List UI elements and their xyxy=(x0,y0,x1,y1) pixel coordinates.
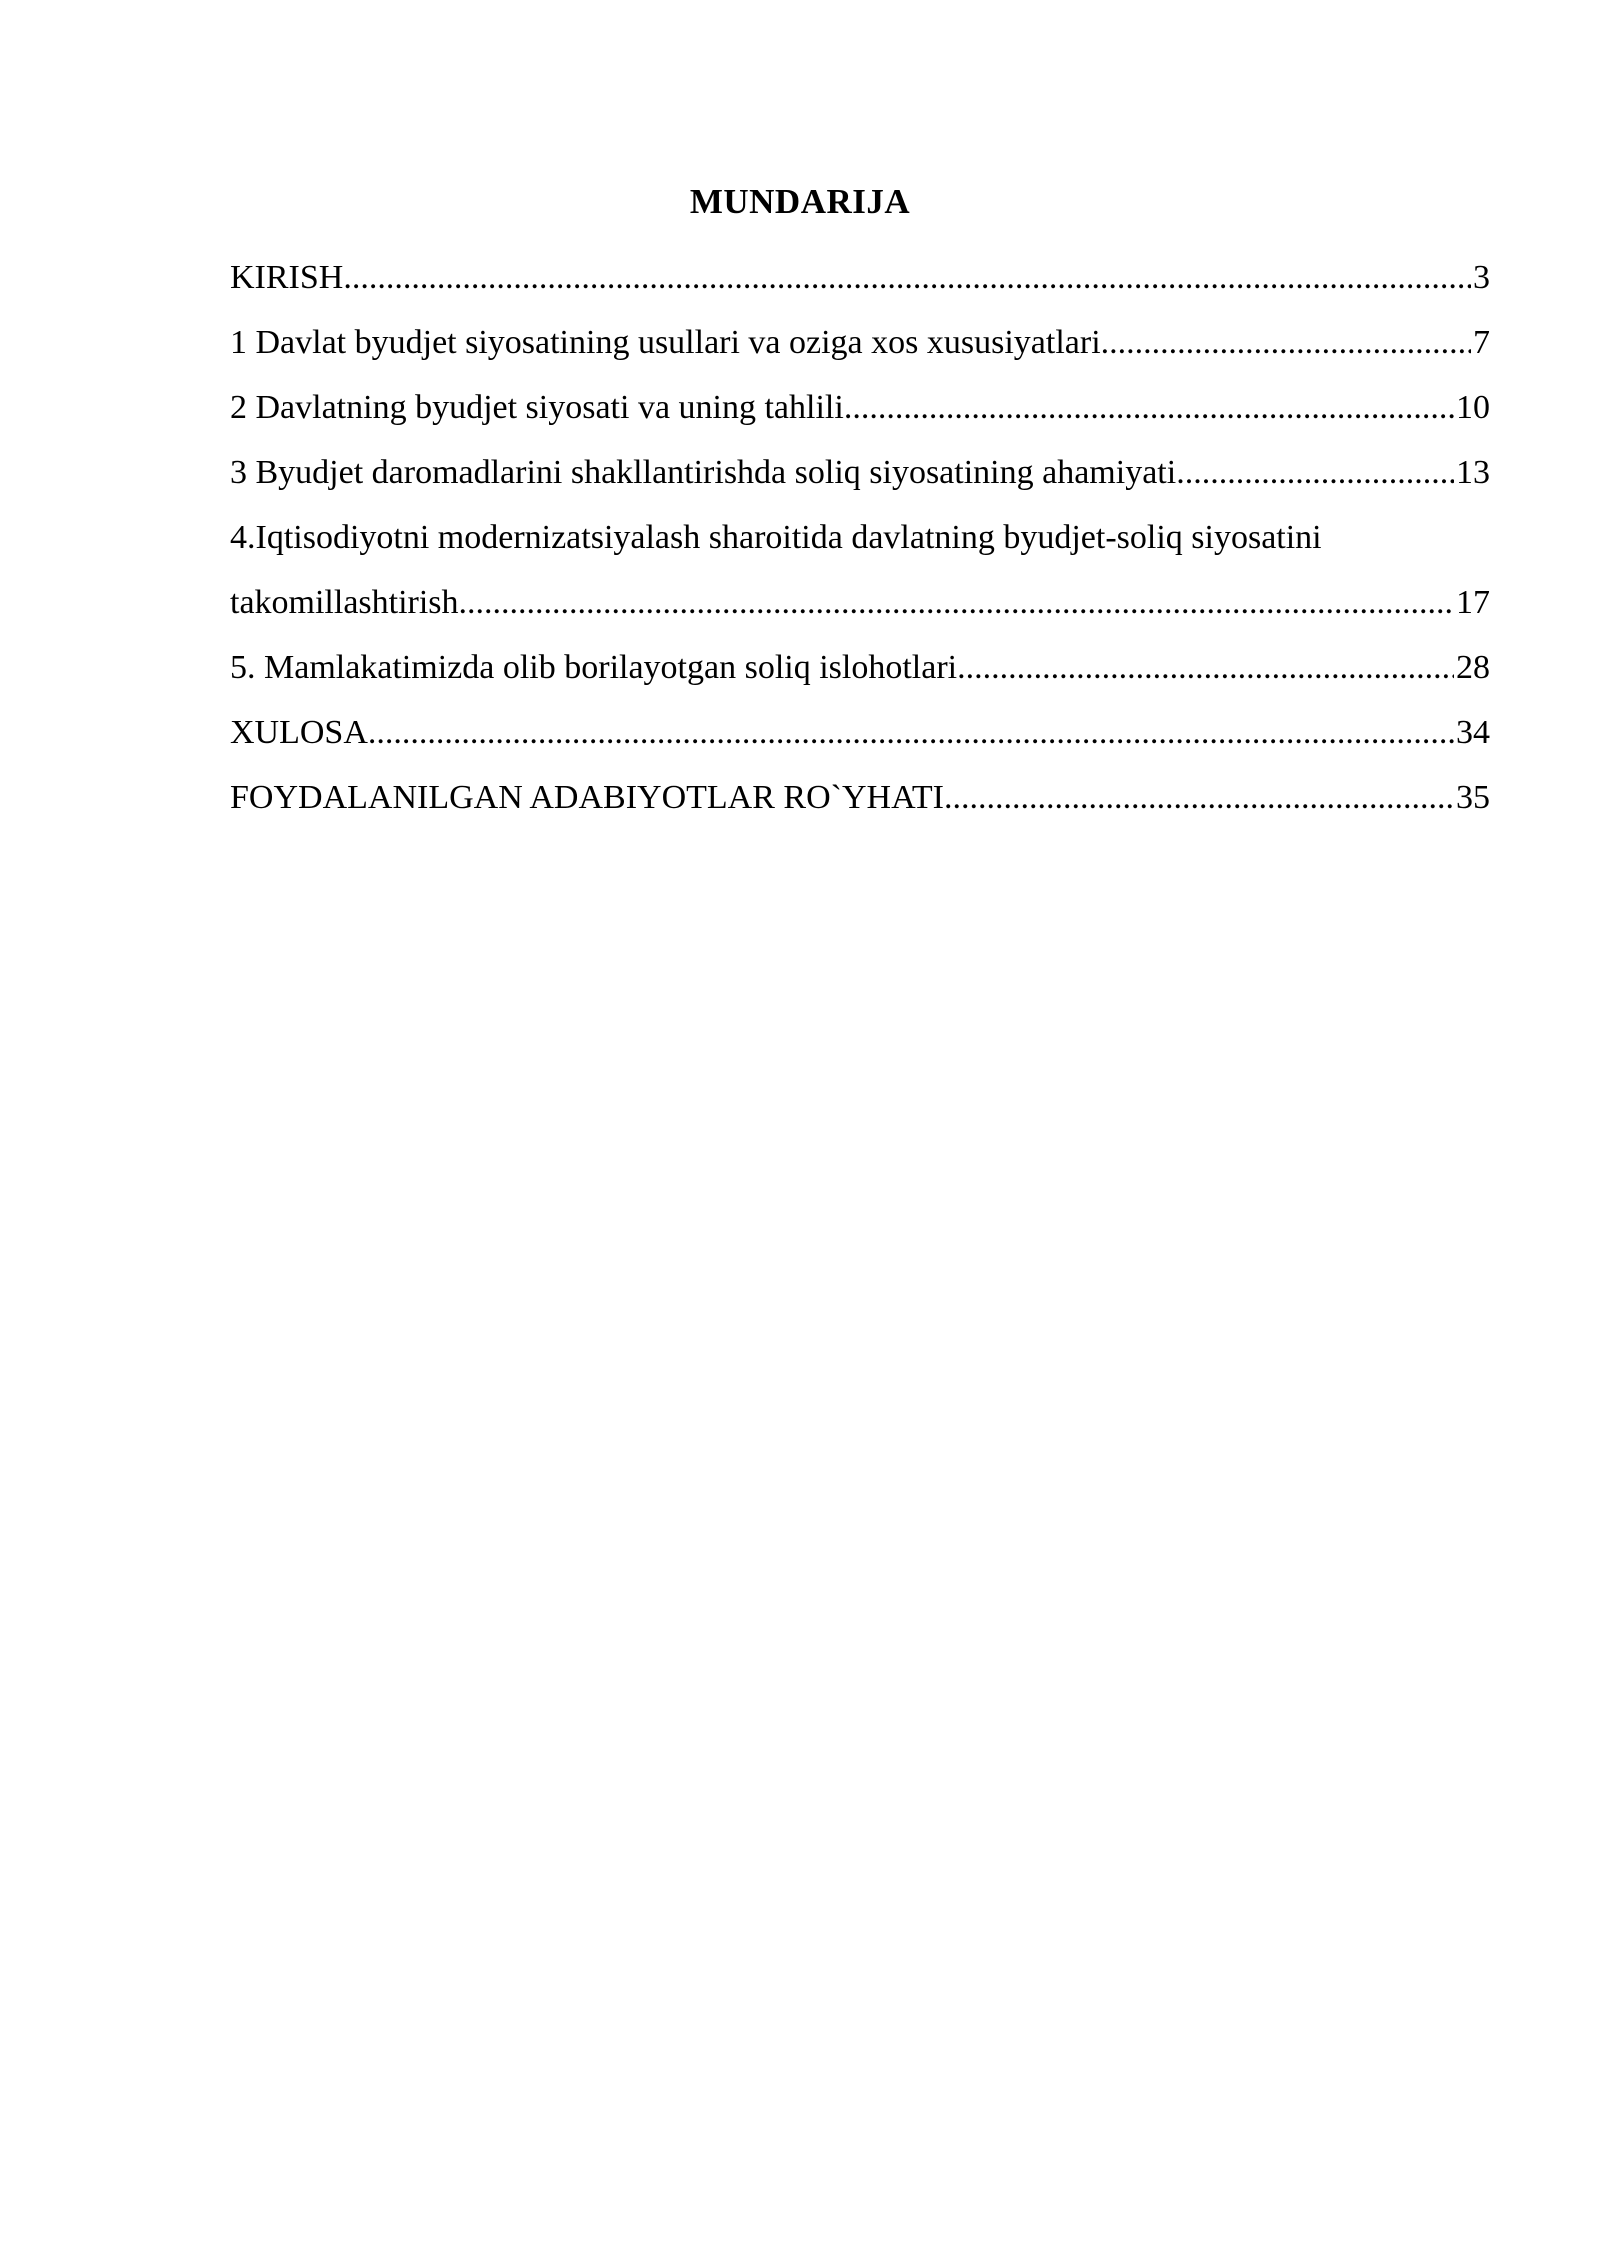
dot-leader xyxy=(957,635,1454,700)
toc-entry-kirish[interactable] xyxy=(230,245,1490,310)
toc-entry-chapter-1[interactable] xyxy=(230,310,1490,375)
toc-entry-chapter-4-line-2[interactable] xyxy=(230,570,1490,635)
dot-leader xyxy=(944,765,1454,830)
dot-leader xyxy=(1101,310,1471,375)
toc-entry-label: 1 Davlat byudjet siyosatining usullari va oziga xos xususiyatlari xyxy=(230,324,1101,361)
toc-title: MUNDARIJA xyxy=(689,182,911,221)
toc-entry-label: KIRISH xyxy=(230,259,344,296)
toc-entry-chapter-4-line-1[interactable] xyxy=(230,505,1490,570)
toc-entry-label: takomillashtirish xyxy=(230,584,459,621)
toc-page-number: 13 xyxy=(1456,454,1490,491)
toc-entry-label: XULOSA xyxy=(230,714,368,751)
dot-leader xyxy=(1176,440,1454,505)
dot-leader xyxy=(343,245,1471,310)
toc-page-number: 28 xyxy=(1456,649,1490,686)
toc-page-number: 10 xyxy=(1456,389,1490,426)
toc-entry-label: 2 Davlatning byudjet siyosati va uning tahlili xyxy=(230,389,844,426)
toc-page-number: 35 xyxy=(1456,779,1490,816)
toc-page-number: 17 xyxy=(1456,584,1490,621)
toc-entry-label: FOYDALANILGAN ADABIYOTLAR RO`YHATI xyxy=(230,779,944,816)
toc-page-number: 34 xyxy=(1456,714,1490,751)
toc-entry-chapter-5[interactable] xyxy=(230,635,1490,700)
dot-leader xyxy=(459,570,1454,635)
toc-entry-chapter-3[interactable] xyxy=(230,440,1490,505)
toc-entry-xulosa[interactable] xyxy=(230,700,1490,765)
table-of-contents xyxy=(230,245,1490,830)
toc-page-number: 7 xyxy=(1473,324,1490,361)
toc-entry-bibliography[interactable] xyxy=(230,765,1490,830)
toc-entry-label: 4.Iqtisodiyotni modernizatsiyalash sharoitida davlatning byudjet-soliq siyosatini xyxy=(230,519,1322,556)
toc-page-number: 3 xyxy=(1473,259,1490,296)
dot-leader xyxy=(844,375,1454,440)
dot-leader xyxy=(368,700,1454,765)
toc-entry-label: 3 Byudjet daromadlarini shakllantirishda soliq siyosatining ahamiyati xyxy=(230,454,1177,491)
toc-entry-label: 5. Mamlakatimizda olib borilayotgan soliq islohotlari xyxy=(230,649,958,686)
toc-entry-chapter-2[interactable] xyxy=(230,375,1490,440)
